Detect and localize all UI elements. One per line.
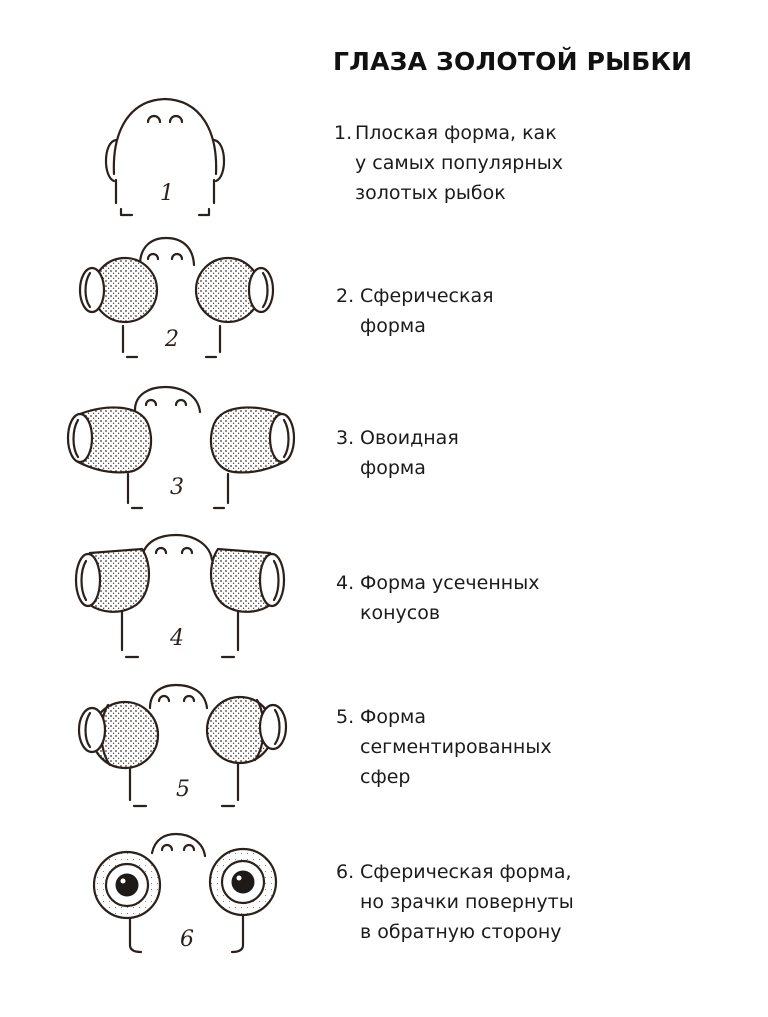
right-cornea xyxy=(270,414,294,462)
item-number: 4. xyxy=(336,572,355,594)
item-line: сегментированных xyxy=(360,736,552,758)
item-description xyxy=(360,857,574,947)
eye-type-item xyxy=(336,281,494,341)
figure-1-flat-eyes xyxy=(106,99,224,215)
nostrils xyxy=(148,254,182,259)
figure-6-reversed-pupil-eyes xyxy=(94,834,276,952)
item-line: Овоидная xyxy=(360,427,459,449)
right-pupil-highlight xyxy=(237,876,242,881)
left-cornea xyxy=(68,414,92,462)
head-outline xyxy=(135,387,200,412)
nostrils xyxy=(159,696,194,701)
item-line: в обратную сторону xyxy=(360,921,562,943)
item-description xyxy=(360,568,539,628)
nostrils xyxy=(162,845,194,850)
eye-type-item xyxy=(336,568,539,628)
item-number: 5. xyxy=(336,706,355,728)
item-line: форма xyxy=(360,315,426,337)
nostrils xyxy=(156,548,192,553)
figure-label: 1 xyxy=(160,181,174,206)
eye-type-item xyxy=(336,702,552,792)
item-line: но зрачки повернуты xyxy=(360,891,574,913)
figure-label: 4 xyxy=(170,626,184,651)
item-description xyxy=(360,702,552,792)
figure-4-truncated-cone-eyes xyxy=(76,535,284,657)
head-outline xyxy=(152,834,205,856)
head-outline xyxy=(140,238,194,265)
item-number: 2. xyxy=(336,285,355,307)
head-outline xyxy=(114,99,216,174)
item-line: Плоская форма, как xyxy=(355,122,557,144)
item-line: форма xyxy=(360,457,426,479)
figure-label: 6 xyxy=(180,927,194,952)
item-description xyxy=(355,118,563,208)
right-cornea xyxy=(260,554,284,606)
item-line: Сферическая форма, xyxy=(360,861,572,883)
figure-3-ovoid-eyes xyxy=(68,387,294,508)
item-line: Форма усеченных xyxy=(360,572,540,594)
left-cornea xyxy=(76,554,100,606)
left-cornea xyxy=(79,708,105,752)
figure-label: 5 xyxy=(176,777,190,802)
head-outline xyxy=(142,535,212,560)
left-pupil xyxy=(116,874,138,896)
item-line: Сферическая xyxy=(360,285,494,307)
left-cornea xyxy=(80,268,104,312)
item-line: Форма xyxy=(360,706,427,728)
item-description xyxy=(360,281,494,341)
left-pupil-highlight xyxy=(121,879,126,884)
item-line: золотых рыбок xyxy=(355,182,506,204)
figure-5-segmented-sphere-eyes xyxy=(79,685,286,806)
item-number: 6. xyxy=(336,861,355,883)
item-description xyxy=(360,423,459,483)
nostrils xyxy=(148,116,182,122)
eye-type-item xyxy=(334,118,563,208)
goldfish-eyes-illustration xyxy=(0,0,320,1017)
item-line: сфер xyxy=(360,766,411,788)
nostrils xyxy=(146,400,186,405)
figure-label: 2 xyxy=(165,327,179,352)
item-number: 1. xyxy=(334,122,353,144)
figure-2-spherical-eyes xyxy=(80,238,273,357)
item-number: 3. xyxy=(336,427,355,449)
item-line: конусов xyxy=(360,602,441,624)
right-pupil xyxy=(232,871,254,893)
figure-label: 3 xyxy=(170,475,184,500)
page-title: ГЛАЗА ЗОЛОТОЙ РЫБКИ xyxy=(333,47,693,76)
eye-type-item xyxy=(336,423,459,483)
eye-type-item xyxy=(336,857,574,947)
right-cornea xyxy=(260,705,286,749)
right-cornea xyxy=(249,268,273,312)
head-outline xyxy=(150,685,207,708)
item-line: у самых популярных xyxy=(355,152,564,174)
